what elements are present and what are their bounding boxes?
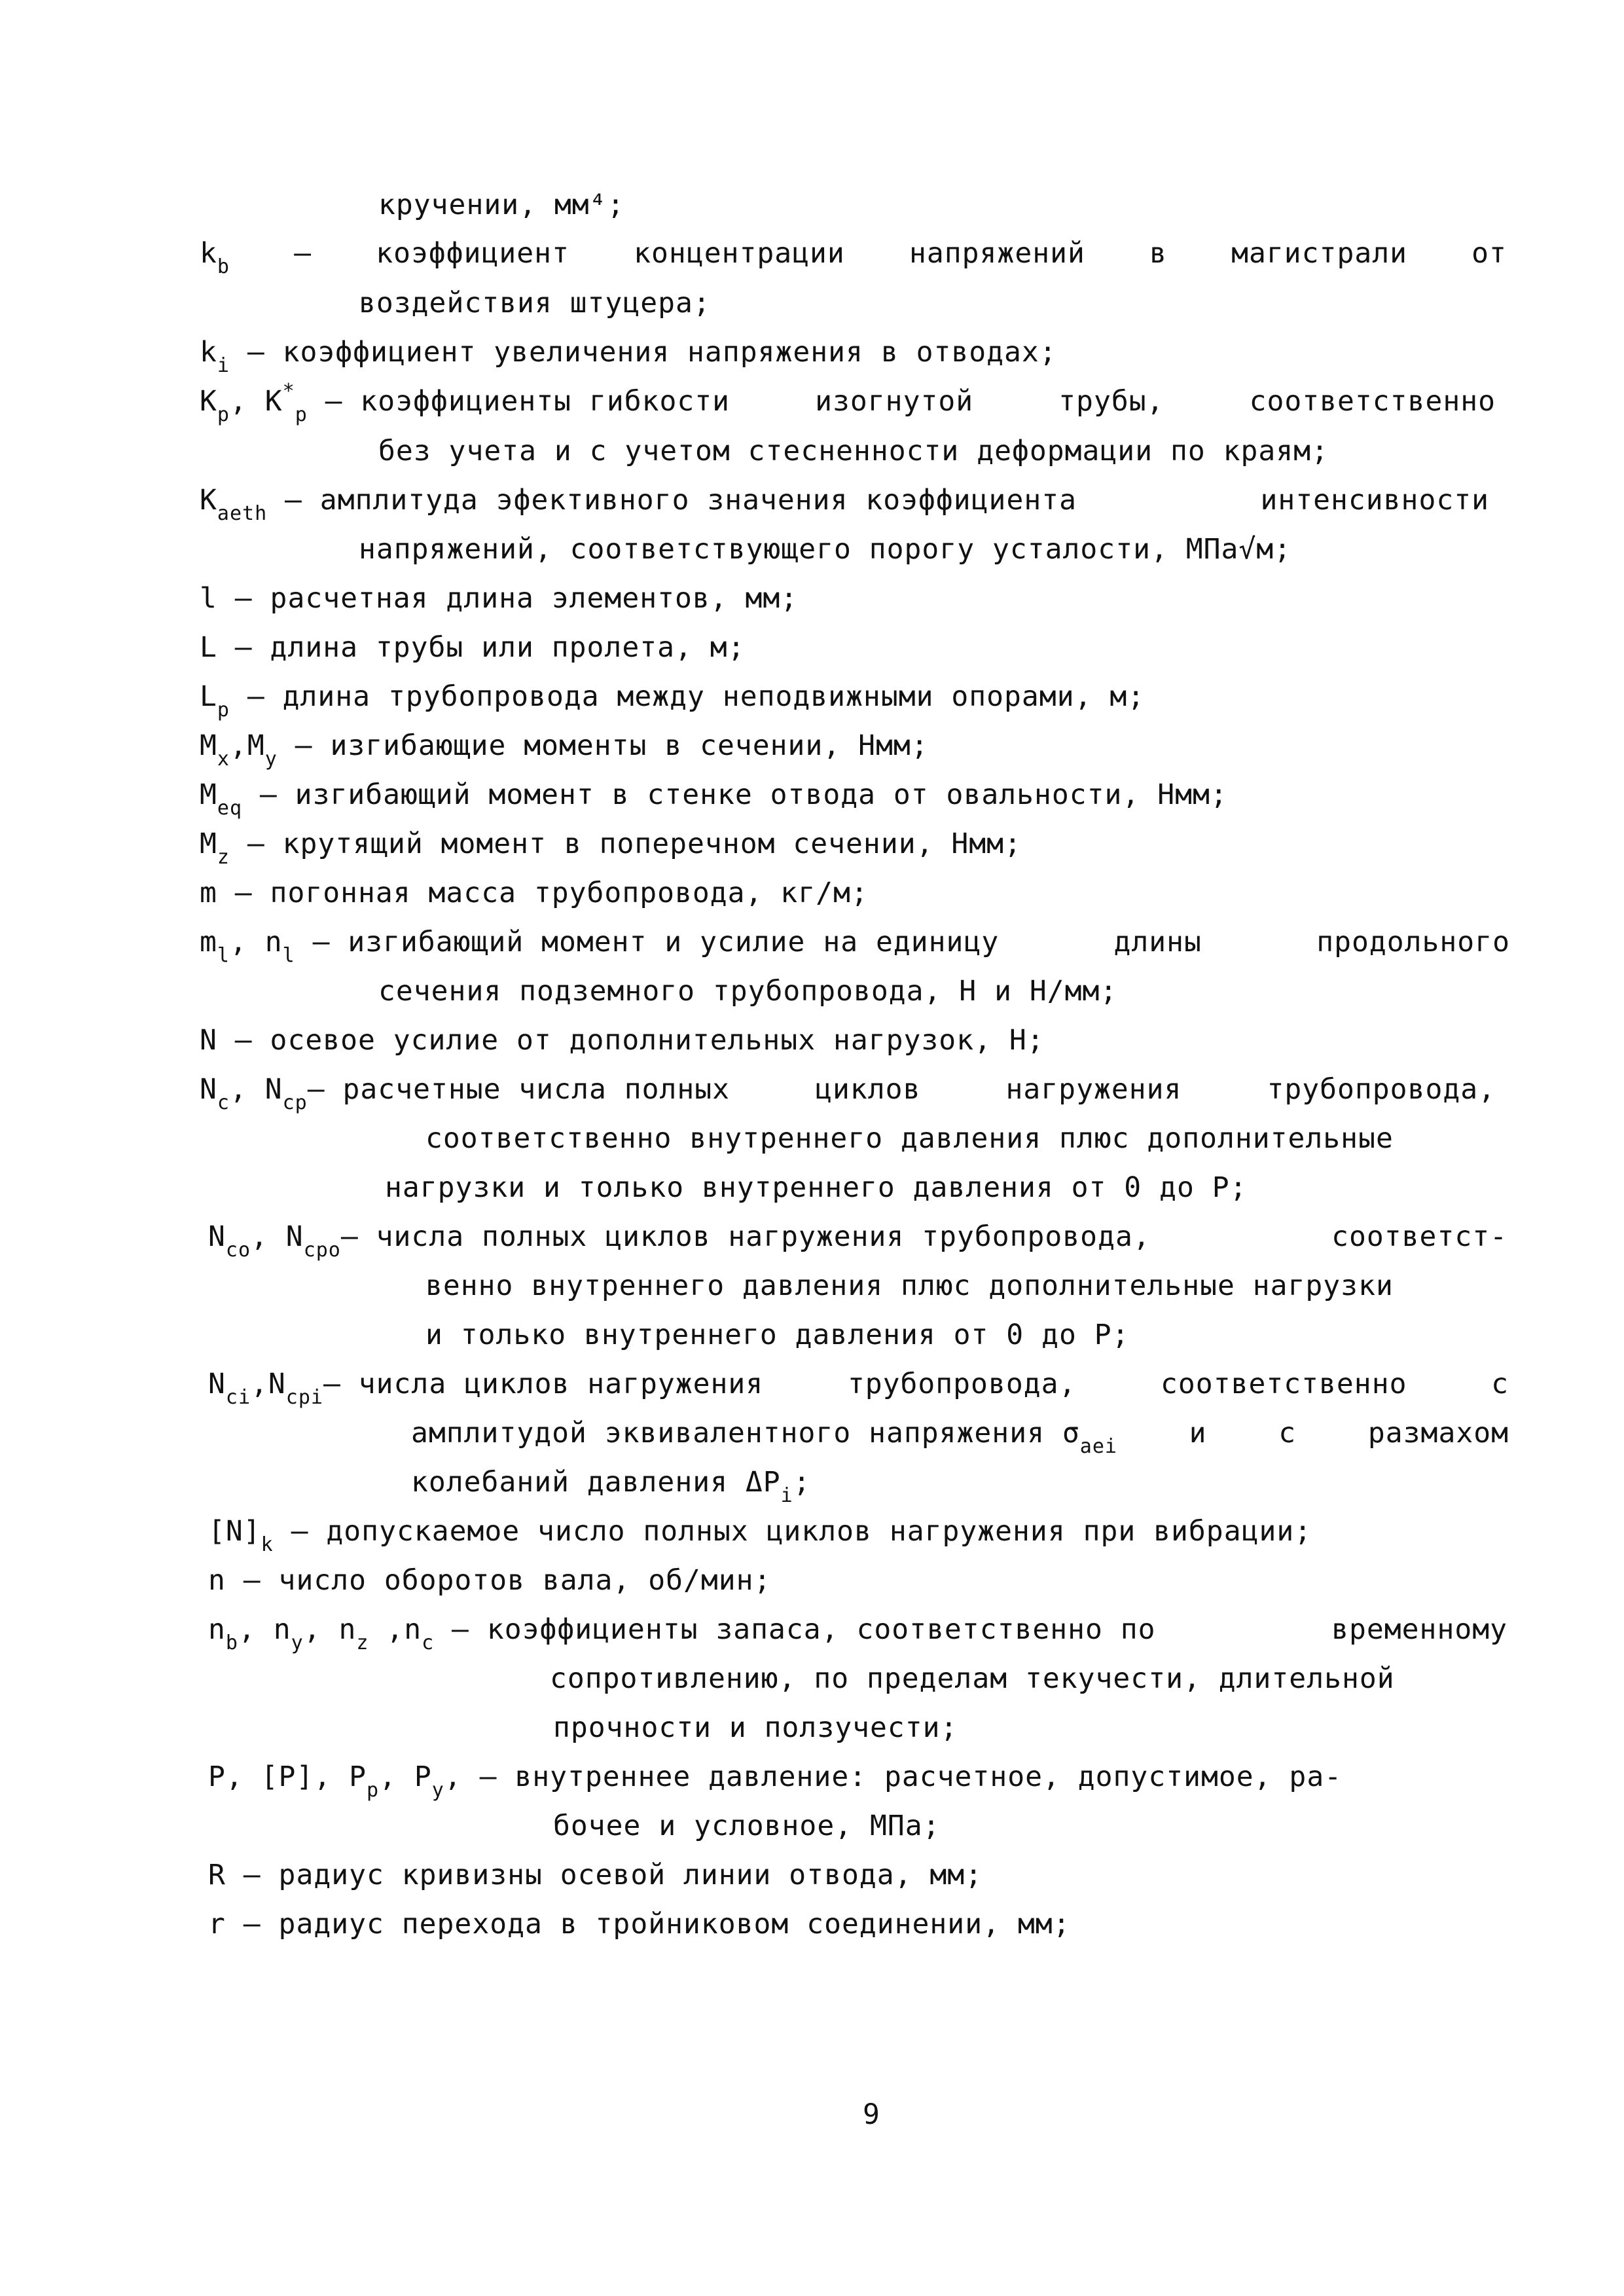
line-torsion-units: кручении, мм⁴; <box>378 189 625 221</box>
line-ki-definition: $k_i$ – коэффициент увеличения напряжения в отводах; <box>200 336 1057 377</box>
line-n-definition: n – число оборотов вала, об/мин; <box>208 1564 772 1597</box>
line-Nco-Ncpo-definition: $N_{co}$, $N_{cpo}-$ числа полных циклов нагружения трубопровода, соответст- <box>208 1220 1507 1262</box>
line-Nc-continuation-2: нагрузки и только внутреннего давления от 0 до P; <box>385 1171 1248 1204</box>
line-kaeth-continuation: напряжений, соответствующего порогу усталости, МПа√м; <box>359 533 1292 566</box>
line-Nci-Ncpi-definition: $N_{ci},N_{cpi}-$ числа циклов нагружения трубопровода, соответственно с <box>208 1368 1509 1409</box>
line-N-definition: N – осевое усилие от дополнительных нагрузок, Н; <box>200 1024 1045 1057</box>
line-kp-definition: $K_p$, $K^*_p$ – коэффициенты гибкости изогнутой трубы, соответственно <box>200 380 1496 426</box>
page-number: 9 <box>863 2098 880 2131</box>
line-Mz-definition: $M_z$ – крутящий момент в поперечном сечении, Нмм; <box>200 828 1022 869</box>
line-kb-definition: $k_b$ – коэффициент концентрации напряжений в магистрали от <box>200 237 1507 278</box>
line-ml-nl-definition: $m_l$, $n_l$ – изгибающий момент и усилие на единицу длины продольного <box>200 926 1510 967</box>
subscript: b <box>217 255 230 278</box>
line-safety-factors-definition: $n_b$, $n_y$, $n_z$ $,n_c$ – коэффициенты запаса, соответственно по временному <box>208 1613 1507 1654</box>
line-Nco-continuation-2: и только внутреннего давления от 0 до P; <box>425 1319 1130 1351</box>
line-Nc-continuation-1: соответственно внутреннего давления плюс дополнительные <box>425 1122 1394 1155</box>
line-kp-continuation: без учета и с учетом стесненности деформации по краям; <box>378 435 1329 467</box>
line-pressure-definition: P, [P], $P_p$, $P_y$, – внутреннее давление: расчетное, допустимое, ра- <box>208 1760 1343 1802</box>
line-m-definition: m – погонная масса трубопровода, кг/м; <box>200 877 869 909</box>
line-Nc-Ncp-definition: $N_c$, $N_{cp}-$ расчетные числа полных циклов нагружения трубопровода, <box>200 1073 1496 1114</box>
line-r-definition: r – радиус перехода в тройниковом соединении, мм; <box>208 1908 1071 1941</box>
line-Nco-continuation-1: венно внутреннего давления плюс дополнительные нагрузки <box>425 1269 1394 1302</box>
line-pressure-continuation: бочее и условное, МПа; <box>553 1810 941 1842</box>
line-Nk-definition: $[N]_k$ – допускаемое число полных циклов нагружения при вибрации; <box>208 1515 1312 1556</box>
line-Meq-definition: $M_{eq}$ – изгибающий момент в стенке отвода от овальности, Нмм; <box>200 778 1228 820</box>
line-safety-continuation-2: прочности и ползучести; <box>553 1711 958 1744</box>
line-R-definition: R – радиус кривизны осевой линии отвода, мм; <box>208 1859 983 1891</box>
line-Lp-definition: $L_p$ – длина трубопровода между неподвижными опорами, м; <box>200 680 1146 721</box>
line-ml-nl-continuation: сечения подземного трубопровода, Н и Н/мм; <box>378 975 1118 1008</box>
line-l-definition: l – расчетная длина элементов, мм; <box>200 582 799 615</box>
line-Nci-continuation-1: амплитудой эквивалентного напряжения $\sigma_{aei}$ и с размахом <box>411 1417 1509 1458</box>
line-L-definition: L – длина трубы или пролета, м; <box>200 631 746 664</box>
line-safety-continuation-1: сопротивлению, по пределам текучести, длительной <box>550 1662 1395 1695</box>
line-kaeth-definition: $K_{aeth}$ – амплитуда эфективного значения коэффициента интенсивности <box>200 484 1489 525</box>
symbol-k: k <box>200 237 217 270</box>
line-Nci-continuation-2: колебаний давления $\Delta P_i$; <box>411 1466 811 1507</box>
line-kb-continuation: воздействия штуцера; <box>359 287 711 319</box>
line-Mx-My-definition: $M_x,M_y$ – изгибающие моменты в сечении, Нмм; <box>200 729 929 771</box>
